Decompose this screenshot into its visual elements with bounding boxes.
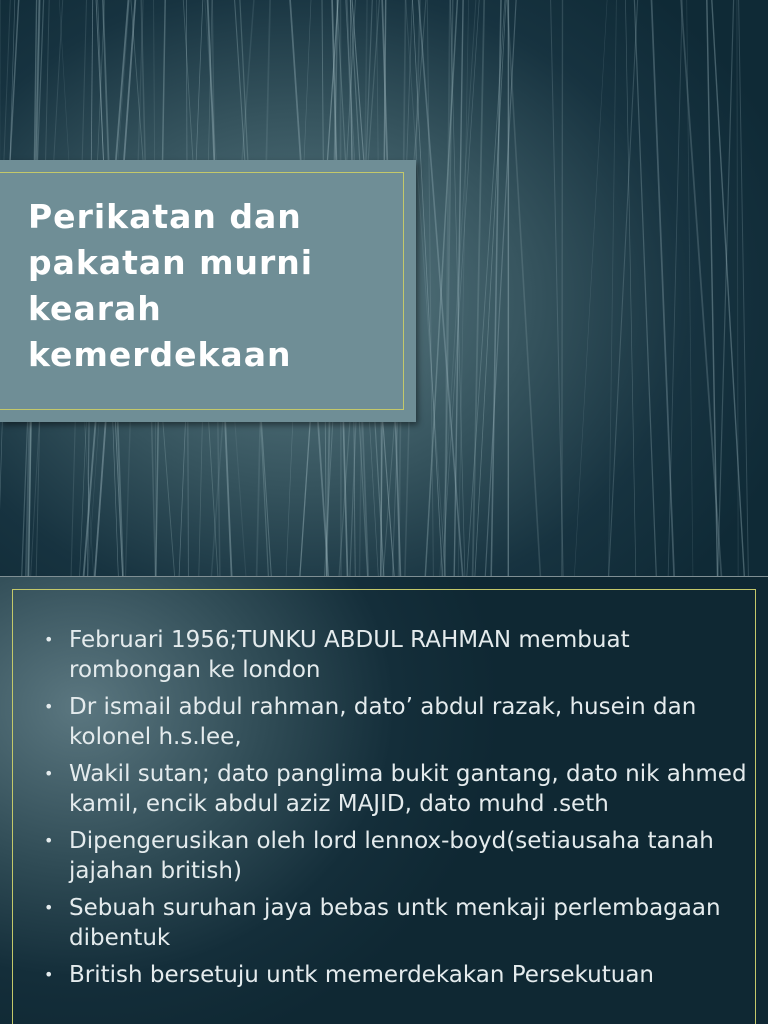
bullet-list: [0, 625, 768, 997]
bullet-item: [0, 960, 768, 990]
bullet-item: [0, 625, 768, 685]
background-line: [440, 0, 476, 576]
background-line: [507, 0, 540, 576]
bullet-icon: •: [44, 898, 54, 917]
background-line: [707, 0, 718, 576]
bullet-item: [0, 759, 768, 819]
background-line: [609, 0, 638, 576]
background-line: [562, 0, 563, 576]
bullet-text: Dipengerusikan oleh lord lennox-boyd(setiausaha tanah jajahan british): [69, 828, 714, 884]
bullet-icon: •: [44, 764, 54, 783]
bullet-item: [0, 692, 768, 752]
background-line: [574, 0, 607, 576]
bullet-text: Februari 1956;TUNKU ABDUL RAHMAN membuat rombongan ke london: [69, 627, 630, 683]
bullet-icon: •: [44, 630, 54, 649]
background-line: [413, 0, 443, 576]
bullet-item: [0, 826, 768, 886]
background-line: [634, 0, 656, 576]
background-line: [473, 0, 485, 576]
background-line: [652, 0, 675, 576]
bullet-text: Dr ismail abdul rahman, dato’ abdul razak, husein dan kolonel h.s.lee,: [69, 694, 697, 750]
bullet-icon: •: [44, 697, 54, 716]
bullet-item: [0, 893, 768, 953]
background-line: [609, 0, 617, 576]
background-line: [737, 0, 738, 576]
background-line: [458, 0, 468, 576]
bullet-text: Wakil sutan; dato panglima bukit gantang, dato nik ahmed kamil, encik abdul aziz MAJID, dato muhd .seth: [69, 761, 747, 817]
background-line: [626, 0, 636, 576]
slide-title: Perikatan dan pakatan murni kearah kemerdekaan: [28, 197, 314, 374]
background-line: [491, 0, 501, 576]
content-slide: [0, 577, 768, 1024]
bullet-text: British bersetuju untk memerdekakan Persekutuan: [69, 962, 654, 988]
bullet-icon: •: [44, 831, 54, 850]
background-line: [718, 0, 734, 576]
background-line: [712, 0, 745, 576]
bullet-icon: •: [44, 965, 54, 984]
bullet-text: Sebuah suruhan jaya bebas untk menkaji perlembagaan dibentuk: [69, 895, 721, 951]
